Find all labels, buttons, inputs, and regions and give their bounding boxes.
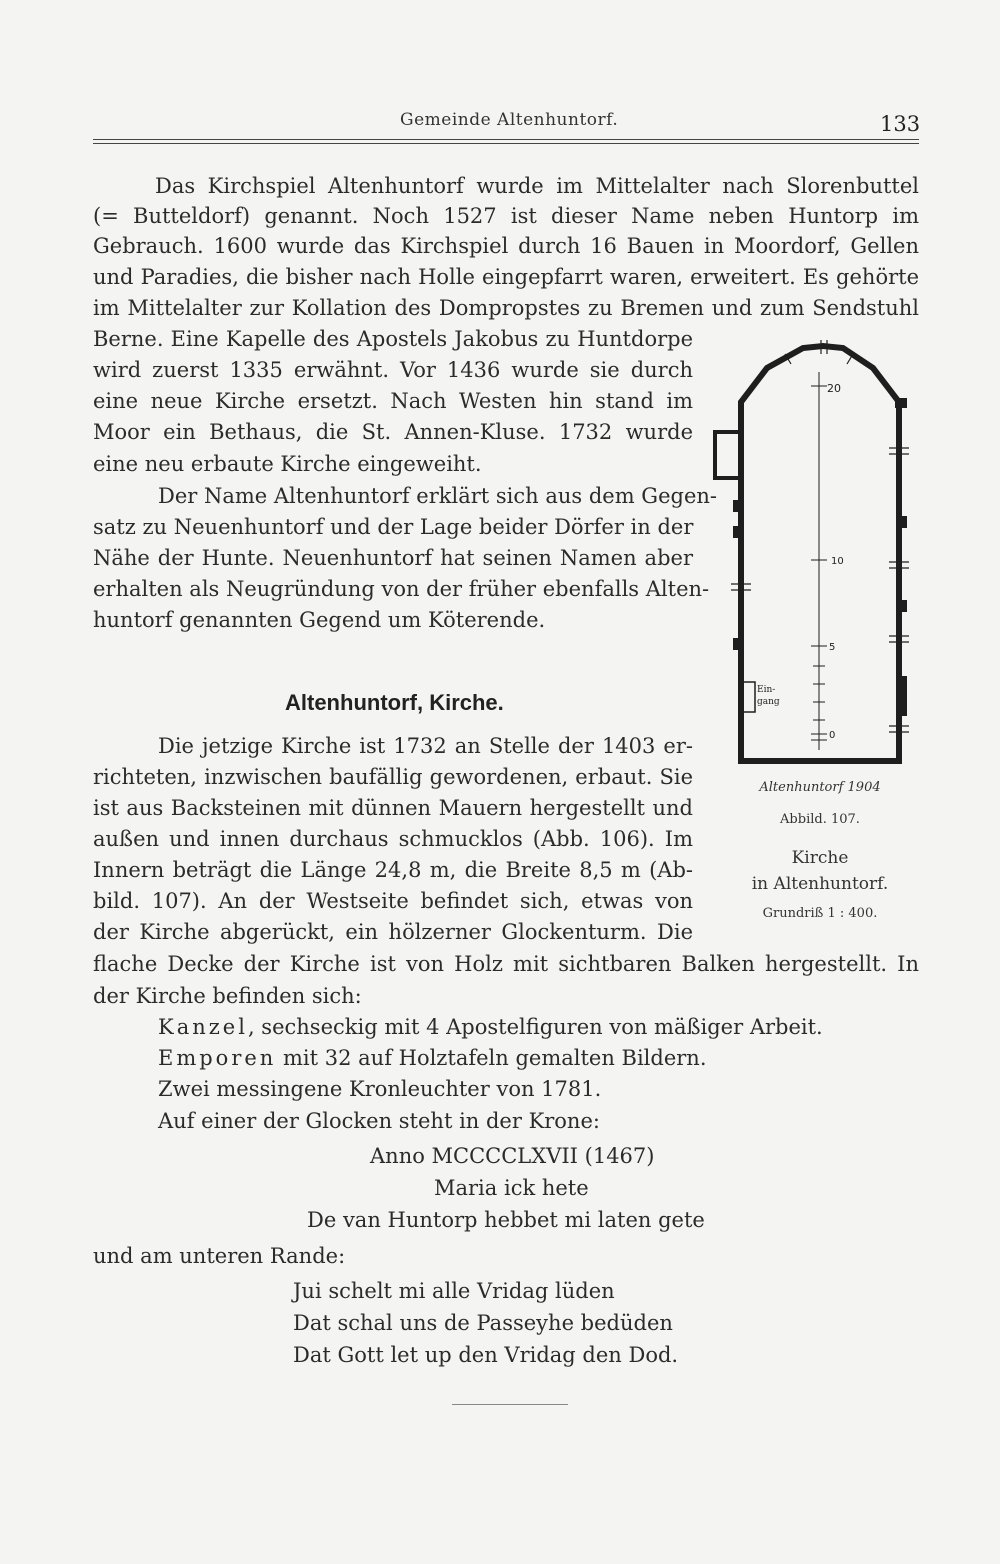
running-header: Gemeinde Altenhuntorf.: [400, 110, 619, 130]
section-heading: Altenhuntorf, Kirche.: [285, 690, 504, 715]
list-item: [158, 1106, 600, 1136]
text-line: außen und innen durchaus schmucklos (Abb. 106). Im: [93, 827, 693, 851]
text-line: Berne. Eine Kapelle des Apostels Jakobus zu Huntdorpe: [93, 327, 693, 351]
list-item-term: Emporen: [158, 1046, 277, 1070]
text-line: Moor ein Bethaus, die St. Annen-Kluse. 1732 wurde: [93, 420, 693, 444]
text-line: richteten, inzwischen baufällig gewordenen, erbaut. Sie: [93, 765, 693, 789]
text-line: wird zuerst 1335 erwähnt. Vor 1436 wurde sie durch: [93, 358, 693, 382]
text-line: Der Name Altenhuntorf erklärt sich aus dem Gegen-: [158, 484, 717, 508]
list-item: [158, 1074, 601, 1104]
list-item-term: Kanzel: [158, 1015, 248, 1039]
text-line: Nähe der Hunte. Neuenhuntorf hat seinen Namen aber: [93, 546, 693, 570]
list-item-text: Auf einer der Glocken steht in der Krone:: [158, 1109, 600, 1133]
figure-number: Abbild. 107.: [780, 812, 860, 827]
text-line: Die jetzige Kirche ist 1732 an Stelle der 1403 er-: [158, 734, 693, 758]
list-item-text: mit 32 auf Holztafeln gemalten Bildern.: [276, 1046, 707, 1070]
scale-label: 10: [831, 556, 844, 567]
inscription-line: Maria ick hete: [434, 1176, 589, 1200]
text-line: der Kirche abgerückt, ein hölzerner Glockenturm. Die: [93, 920, 693, 944]
list-item: [158, 1043, 707, 1073]
text-line: eine neue Kirche ersetzt. Nach Westen hin stand im: [93, 389, 693, 413]
floor-plan-figure: [705, 330, 920, 800]
entrance-label: Ein-: [757, 685, 776, 695]
text-line: erhalten als Neugründung von der früher ebenfalls Alten-: [93, 577, 710, 601]
text-line: bild. 107). An der Westseite befindet sich, etwas von: [93, 889, 693, 913]
text-line: der Kirche befinden sich:: [93, 984, 362, 1008]
text-line: und Paradies, die bisher nach Holle eingepfarrt waren, erweitert. Es gehörte: [93, 265, 919, 289]
text-line: eine neu erbaute Kirche eingeweiht.: [93, 452, 482, 476]
list-item-text: , sechseckig mit 4 Apostelfiguren von mäßiger Arbeit.: [247, 1015, 823, 1039]
text-line: im Mittelalter zur Kollation des Dompropstes zu Bremen und zum Sendstuhl: [93, 296, 919, 320]
text-line: satz zu Neuenhuntorf und der Lage beider Dörfer in der: [93, 515, 694, 539]
figure-caption-title: Kirche: [791, 848, 849, 868]
inscription-line: Dat schal uns de Passeyhe bedüden: [293, 1311, 673, 1335]
scale-label: 5: [829, 642, 836, 653]
text-line: ist aus Backsteinen mit dünnen Mauern hergestellt und: [93, 796, 693, 820]
scale-label: 0: [829, 730, 836, 741]
text-line: Das Kirchspiel Altenhuntorf wurde im Mittelalter nach Slorenbuttel: [155, 174, 919, 198]
list-item: [158, 1012, 823, 1042]
inscription-line: Jui schelt mi alle Vridag lüden: [293, 1279, 615, 1303]
header-rule-top: [93, 139, 919, 140]
text-line: und am unteren Rande:: [93, 1244, 346, 1268]
figure-scale-text: Grundriß 1 : 400.: [762, 906, 878, 921]
figure-caption-subtitle: in Altenhuntorf.: [751, 874, 889, 894]
scale-label: 20: [827, 382, 841, 395]
header-rule-bottom: [93, 143, 919, 144]
text-line: flache Decke der Kirche ist von Holz mit sichtbaren Balken hergestellt. In: [93, 952, 919, 976]
entrance-label: gang: [757, 697, 780, 707]
page-number: 133: [880, 112, 921, 136]
text-line: (= Butteldorf) genannt. Noch 1527 ist dieser Name neben Huntorp im: [93, 204, 919, 228]
text-line: Gebrauch. 1600 wurde das Kirchspiel durch 16 Bauen in Moordorf, Gellen: [93, 234, 919, 258]
annex-wall: [715, 432, 741, 478]
text-line: Innern beträgt die Länge 24,8 m, die Breite 8,5 m (Ab-: [93, 858, 693, 882]
list-item-text: Zwei messingene Kronleuchter von 1781.: [158, 1077, 602, 1101]
text-line: huntorf genannten Gegend um Köterende.: [93, 608, 546, 632]
inscription-line: De van Huntorp hebbet mi laten gete: [307, 1208, 705, 1232]
end-rule: [452, 1404, 568, 1405]
figure-handwritten-caption: Altenhuntorf 1904: [759, 780, 881, 795]
inscription-line: Dat Gott let up den Vridag den Dod.: [293, 1343, 679, 1367]
inscription-line: Anno MCCCCLXVII (1467): [370, 1144, 655, 1168]
